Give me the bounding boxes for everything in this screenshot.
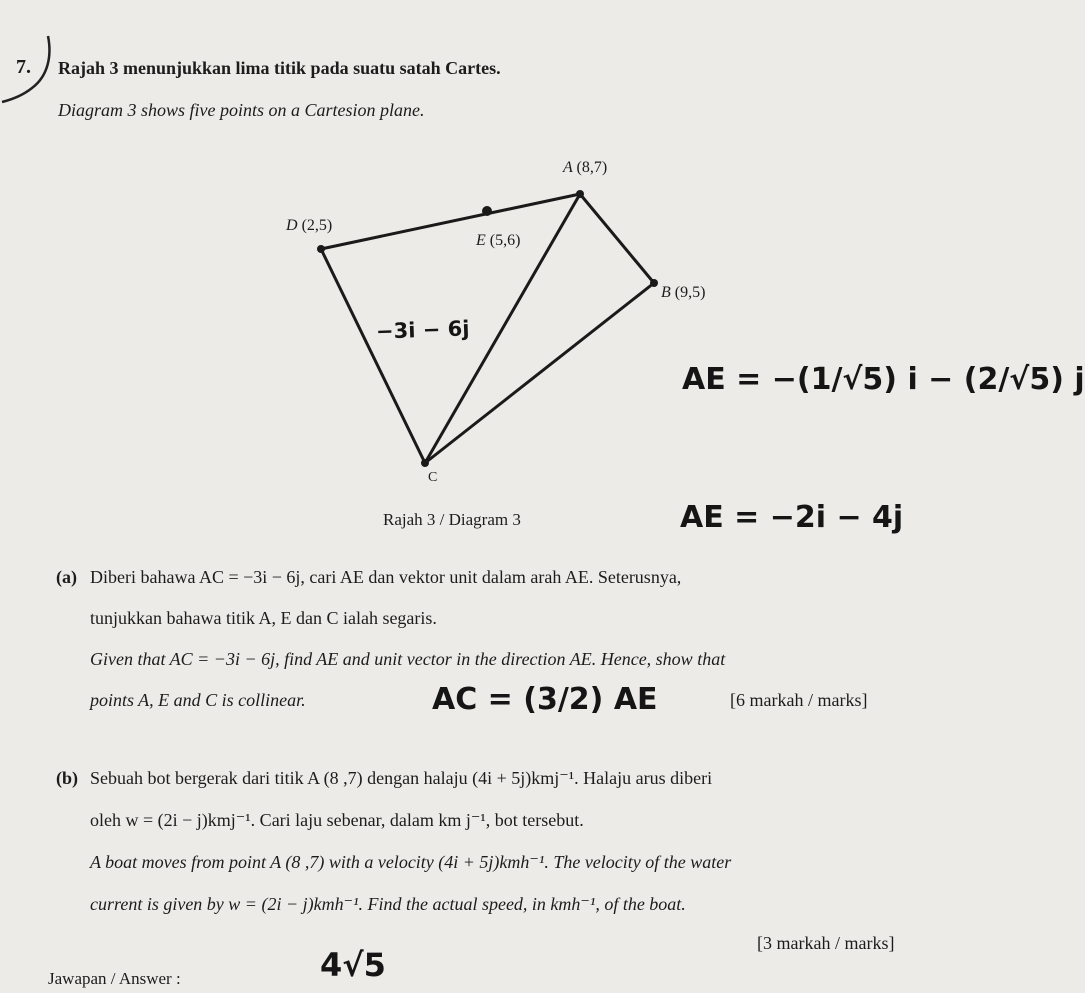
part-b-ms-line1: Sebuah bot bergerak dari titik A (8 ,7) dengan halaju (4i + 5j)kmj⁻¹. Halaju arus diberi: [90, 768, 713, 788]
edge-DA: [321, 194, 580, 249]
edge-DC: [321, 249, 425, 463]
handwritten-answer-b: 4√5: [320, 946, 386, 984]
part-a-en-line2: points A, E and C is collinear.: [90, 690, 306, 710]
answer-label: Jawapan / Answer :: [48, 969, 181, 988]
point-A: [576, 190, 584, 198]
handwritten-ae-vector: AE = −2i − 4j: [680, 500, 904, 535]
point-B: [650, 279, 658, 287]
question-title-en: Diagram 3 shows five points on a Cartesion plane.: [58, 100, 425, 120]
part-b-ms-line2: oleh w = (2i − j)kmj⁻¹. Cari laju sebenar, dalam km j⁻¹, bot tersebut.: [90, 810, 584, 830]
handwritten-ac-relation: AC = (3/2) AE: [432, 682, 658, 717]
part-b-marks: [3 markah / marks]: [757, 933, 895, 953]
point-label-C: C: [428, 470, 438, 485]
point-label-E: E (5,6): [476, 232, 521, 249]
part-b-en-line1: A boat moves from point A (8 ,7) with a velocity (4i + 5j)kmh⁻¹. The velocity of the water: [90, 852, 732, 872]
part-a-label: (a): [56, 567, 77, 587]
point-C: [421, 459, 429, 467]
part-a-ms-line2: tunjukkan bahawa titik A, E dan C ialah segaris.: [90, 608, 437, 628]
edge-BC: [425, 283, 654, 463]
part-a-marks: [6 markah / marks]: [730, 690, 868, 710]
edge-AB: [580, 194, 654, 283]
question-number: 7.: [16, 56, 31, 78]
point-label-B: B (9,5): [661, 284, 706, 301]
handwritten-ac-note: −3i − 6j: [375, 316, 470, 344]
part-a-ms-line1: Diberi bahawa AC = −3i − 6j, cari AE dan vektor unit dalam arah AE. Seterusnya,: [90, 567, 682, 587]
point-label-D: D (2,5): [286, 217, 333, 234]
point-D: [317, 245, 325, 253]
part-b-label: (b): [56, 768, 78, 788]
question-title-ms: Rajah 3 menunjukkan lima titik pada suatu satah Cartes.: [58, 58, 501, 78]
point-E: [482, 206, 492, 216]
point-label-A: A (8,7): [563, 159, 608, 176]
handwritten-unit-vector: AE = −(1/√5) i − (2/√5) j: [682, 362, 1085, 397]
diagram-caption: Rajah 3 / Diagram 3: [383, 510, 521, 529]
part-a-en-line1: Given that AC = −3i − 6j, find AE and unit vector in the direction AE. Hence, show that: [90, 649, 726, 669]
part-b-en-line2: current is given by w = (2i − j)kmh⁻¹. Find the actual speed, in kmh⁻¹, of the boat.: [90, 894, 686, 914]
